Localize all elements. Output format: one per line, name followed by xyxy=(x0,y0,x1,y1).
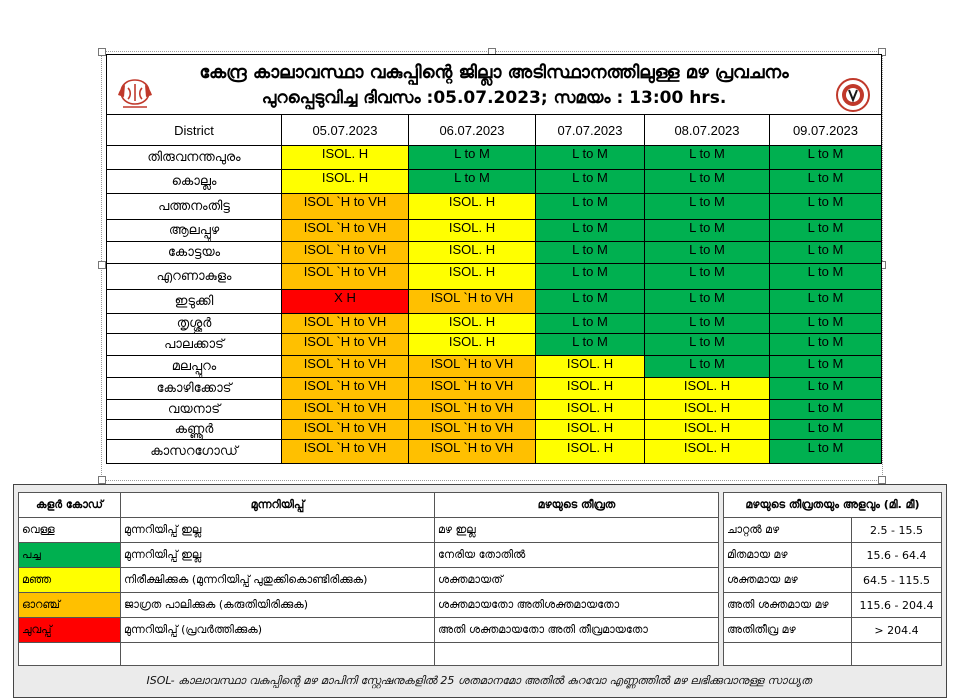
issue-date-time: പുറപ്പെടുവിച്ച ദിവസം :05.07.2023; സമയം : 13:00 hrs. xyxy=(261,88,727,108)
district-header: District xyxy=(107,115,282,146)
forecast-cell: ISOL `H to VH xyxy=(282,356,409,378)
scale-row xyxy=(724,568,942,593)
forecast-cell: L to M xyxy=(536,290,645,314)
empty-cell xyxy=(121,643,435,666)
scale-label: അതിതീവ്ര മഴ xyxy=(724,618,852,643)
legend-intensity: നേരിയ തോതിൽ xyxy=(435,543,719,568)
scale-header-row xyxy=(724,493,942,518)
district-name: തൃശ്ശൂർ xyxy=(107,314,282,334)
legend-row xyxy=(19,543,719,568)
legend-color-name: വെള്ള xyxy=(19,518,121,543)
forecast-row xyxy=(107,220,882,242)
page-title: കേന്ദ്ര കാലാവസ്ഥാ വകുപ്പിന്റെ ജില്ലാ അടിസ്ഥാനത്തിലുള്ള മഴ പ്രവചനം xyxy=(199,62,789,83)
legend-warning: മുന്നറിയിപ്പ് (പ്രവർത്തിക്കുക) xyxy=(121,618,435,643)
scale-label: അതി ശക്തമായ മഴ xyxy=(724,593,852,618)
forecast-cell: L to M xyxy=(770,146,882,170)
empty-cell xyxy=(724,643,852,666)
kerala-emblem-icon xyxy=(115,77,155,111)
date-header: 06.07.2023 xyxy=(409,115,536,146)
forecast-cell: L to M xyxy=(770,170,882,194)
date-header: 09.07.2023 xyxy=(770,115,882,146)
scale-range: > 204.4 xyxy=(852,618,942,643)
forecast-cell: L to M xyxy=(536,170,645,194)
legend-warning: മുന്നറിയിപ്പ് ഇല്ല xyxy=(121,518,435,543)
legend-warning: നിരീക്ഷിക്കുക (മുന്നറിയിപ്പ് പുതുക്കികൊണ്ടിരിക്കുക) xyxy=(121,568,435,593)
forecast-cell: L to M xyxy=(536,334,645,356)
forecast-cell: ISOL `H to VH xyxy=(282,194,409,220)
forecast-cell: ISOL. H xyxy=(409,220,536,242)
forecast-cell: ISOL `H to VH xyxy=(409,400,536,420)
forecast-cell: L to M xyxy=(536,264,645,290)
forecast-cell: ISOL. H xyxy=(282,170,409,194)
forecast-cell: ISOL `H to VH xyxy=(282,264,409,290)
color-code-legend xyxy=(18,492,719,666)
district-name: മലപ്പുറം xyxy=(107,356,282,378)
legend-intensity: മഴ ഇല്ല xyxy=(435,518,719,543)
forecast-cell: L to M xyxy=(645,264,770,290)
forecast-row xyxy=(107,356,882,378)
forecast-cell: L to M xyxy=(536,242,645,264)
forecast-cell: ISOL `H to VH xyxy=(282,400,409,420)
forecast-cell: L to M xyxy=(536,194,645,220)
forecast-cell: ISOL. H xyxy=(536,378,645,400)
resize-handle-bottom-right[interactable] xyxy=(878,476,886,484)
forecast-cell: L to M xyxy=(645,146,770,170)
forecast-row xyxy=(107,400,882,420)
scale-row xyxy=(724,618,942,643)
forecast-row xyxy=(107,440,882,464)
scale-range: 115.6 - 204.4 xyxy=(852,593,942,618)
scale-range: 15.6 - 64.4 xyxy=(852,543,942,568)
forecast-cell: ISOL. H xyxy=(409,242,536,264)
forecast-cell: ISOL `H to VH xyxy=(409,290,536,314)
forecast-cell: ISOL `H to VH xyxy=(282,314,409,334)
legend-row xyxy=(19,593,719,618)
forecast-cell: L to M xyxy=(645,314,770,334)
scale-row xyxy=(724,518,942,543)
district-name: കോഴിക്കോട് xyxy=(107,378,282,400)
legend-row xyxy=(19,518,719,543)
legend-row xyxy=(19,568,719,593)
forecast-cell: L to M xyxy=(645,356,770,378)
forecast-cell: ISOL `H to VH xyxy=(409,356,536,378)
legend-intensity: ശക്തമായത് xyxy=(435,568,719,593)
scale-label: ശക്തമായ മഴ xyxy=(724,568,852,593)
forecast-cell: L to M xyxy=(770,242,882,264)
forecast-cell: ISOL. H xyxy=(409,314,536,334)
scale-row xyxy=(724,543,942,568)
legend-intensity: അതി ശക്തമായതോ അതി തീവ്രമായതോ xyxy=(435,618,719,643)
forecast-cell: L to M xyxy=(409,146,536,170)
legend-color-name: ഓറഞ്ച് xyxy=(19,593,121,618)
forecast-row xyxy=(107,378,882,400)
district-name: ഇടുക്കി xyxy=(107,290,282,314)
title-block xyxy=(106,54,882,115)
forecast-cell: ISOL. H xyxy=(536,440,645,464)
legend-warning: ജാഗ്രത പാലിക്കുക (കരുതിയിരിക്കുക) xyxy=(121,593,435,618)
legend-header-row xyxy=(19,493,719,518)
district-name: പാലക്കാട് xyxy=(107,334,282,356)
forecast-cell: L to M xyxy=(770,400,882,420)
legend-row xyxy=(19,618,719,643)
forecast-cell: ISOL. H xyxy=(645,400,770,420)
forecast-cell: L to M xyxy=(409,170,536,194)
legend-intensity: ശക്തമായതോ അതിശക്തമായതോ xyxy=(435,593,719,618)
forecast-cell: ISOL. H xyxy=(645,440,770,464)
forecast-cell: L to M xyxy=(645,290,770,314)
forecast-row xyxy=(107,420,882,440)
forecast-header-row xyxy=(107,115,882,146)
legend-header-intensity: മഴയുടെ തീവ്രത xyxy=(435,493,719,518)
forecast-cell: ISOL `H to VH xyxy=(282,220,409,242)
scale-label: മിതമായ മഴ xyxy=(724,543,852,568)
forecast-row xyxy=(107,170,882,194)
legend-warning: മുന്നറിയിപ്പ് ഇല്ല xyxy=(121,543,435,568)
forecast-cell: ISOL. H xyxy=(536,400,645,420)
forecast-cell: L to M xyxy=(536,314,645,334)
scale-header: മഴയുടെ തീവ്രതയും അളവും (മി. മീ) xyxy=(724,493,942,518)
forecast-cell: L to M xyxy=(770,334,882,356)
forecast-cell: ISOL. H xyxy=(282,146,409,170)
legend-header-color: കളർ കോഡ് xyxy=(19,493,121,518)
forecast-cell: L to M xyxy=(770,440,882,464)
forecast-cell: X H xyxy=(282,290,409,314)
district-name: കൊല്ലം xyxy=(107,170,282,194)
forecast-cell: ISOL. H xyxy=(409,194,536,220)
legend-color-name: ചുവപ്പ് xyxy=(19,618,121,643)
forecast-row xyxy=(107,194,882,220)
forecast-cell: ISOL `H to VH xyxy=(282,378,409,400)
resize-handle-middle-left[interactable] xyxy=(98,261,106,269)
forecast-cell: ISOL `H to VH xyxy=(282,440,409,464)
district-name: എറണാകുളം xyxy=(107,264,282,290)
district-name: കാസറഗോഡ് xyxy=(107,440,282,464)
scale-label: ചാറ്റൽ മഴ xyxy=(724,518,852,543)
scale-range: 64.5 - 115.5 xyxy=(852,568,942,593)
forecast-cell: L to M xyxy=(645,220,770,242)
empty-cell xyxy=(435,643,719,666)
date-header: 05.07.2023 xyxy=(282,115,409,146)
district-name: വയനാട് xyxy=(107,400,282,420)
forecast-cell: ISOL. H xyxy=(409,334,536,356)
forecast-cell: ISOL. H xyxy=(409,264,536,290)
imd-logo-icon xyxy=(835,77,871,113)
forecast-row xyxy=(107,334,882,356)
forecast-cell: L to M xyxy=(770,420,882,440)
forecast-cell: L to M xyxy=(645,194,770,220)
forecast-cell: ISOL `H to VH xyxy=(409,440,536,464)
forecast-cell: L to M xyxy=(770,264,882,290)
forecast-row xyxy=(107,146,882,170)
forecast-cell: ISOL `H to VH xyxy=(282,242,409,264)
resize-handle-bottom-left[interactable] xyxy=(98,476,106,484)
forecast-cell: ISOL. H xyxy=(645,420,770,440)
date-header: 08.07.2023 xyxy=(645,115,770,146)
forecast-cell: L to M xyxy=(770,194,882,220)
empty-cell xyxy=(19,643,121,666)
isol-footnote: ISOL- കാലാവസ്ഥാ വകുപ്പിന്റെ മഴ മാപിനി സ്റ്റേഷനുകളിൽ 25 ശതമാനമോ അതിൽ കുറവോ എണ്ണത്തിൽ മഴ ലഭിക്കുവാനുള്ള സാധ്യത xyxy=(146,674,812,687)
forecast-cell: L to M xyxy=(536,220,645,242)
forecast-cell: ISOL `H to VH xyxy=(282,334,409,356)
district-name: തിരുവനന്തപുരം xyxy=(107,146,282,170)
forecast-cell: L to M xyxy=(770,220,882,242)
forecast-cell: ISOL `H to VH xyxy=(409,378,536,400)
district-name: പത്തനംതിട്ട xyxy=(107,194,282,220)
legend-color-name: മഞ്ഞ xyxy=(19,568,121,593)
legend-empty-row xyxy=(19,643,719,666)
scale-row xyxy=(724,593,942,618)
resize-handle-top-left[interactable] xyxy=(98,48,106,56)
forecast-cell: ISOL. H xyxy=(536,420,645,440)
district-name: ആലപ്പുഴ xyxy=(107,220,282,242)
forecast-cell: L to M xyxy=(770,290,882,314)
scale-range: 2.5 - 15.5 xyxy=(852,518,942,543)
rainfall-scale-table xyxy=(723,492,942,666)
forecast-cell: ISOL `H to VH xyxy=(409,420,536,440)
forecast-row xyxy=(107,264,882,290)
forecast-table xyxy=(106,114,882,464)
scale-empty-row xyxy=(724,643,942,666)
forecast-row xyxy=(107,314,882,334)
forecast-cell: L to M xyxy=(536,146,645,170)
date-header: 07.07.2023 xyxy=(536,115,645,146)
district-name: കോട്ടയം xyxy=(107,242,282,264)
forecast-cell: L to M xyxy=(645,170,770,194)
empty-cell xyxy=(852,643,942,666)
district-name: കണ്ണൂർ xyxy=(107,420,282,440)
forecast-cell: L to M xyxy=(645,334,770,356)
forecast-cell: ISOL. H xyxy=(536,356,645,378)
legend-color-name: പച്ച xyxy=(19,543,121,568)
forecast-cell: ISOL `H to VH xyxy=(282,420,409,440)
forecast-cell: L to M xyxy=(770,356,882,378)
forecast-cell: L to M xyxy=(770,314,882,334)
forecast-row xyxy=(107,290,882,314)
forecast-cell: L to M xyxy=(770,378,882,400)
legend-header-warning: മുന്നറിയിപ്പ് xyxy=(121,493,435,518)
forecast-row xyxy=(107,242,882,264)
forecast-cell: ISOL. H xyxy=(645,378,770,400)
forecast-cell: L to M xyxy=(645,242,770,264)
